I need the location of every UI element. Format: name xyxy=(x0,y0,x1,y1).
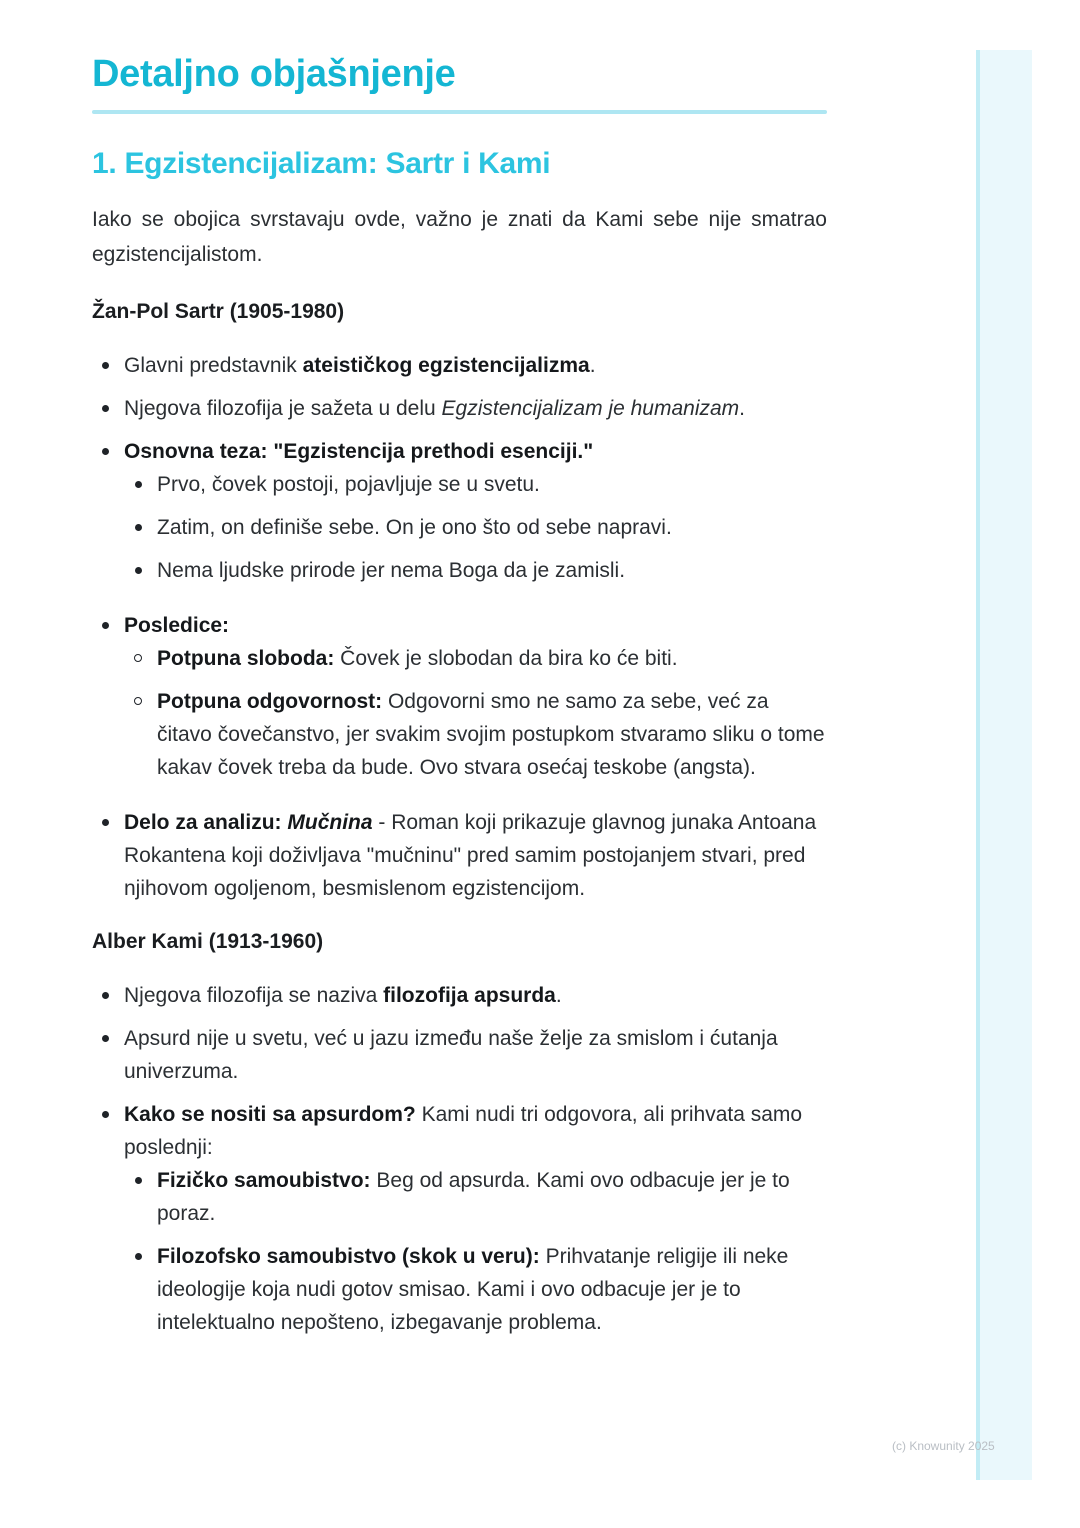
list-item: Njegova filozofija se naziva filozofija apsurda. xyxy=(92,979,827,1012)
section-heading: 1. Egzistencijalizam: Sartr i Kami xyxy=(92,147,551,180)
list-item: Potpuna odgovornost: Odgovorni smo ne samo za sebe, već za čitavo čovečanstvo, jer svakim svojim postupkom stvaramo sliku o tome kakav čovek treba da bude. Ovo stvara osećaj teskobe (angsta). xyxy=(124,685,827,784)
list-item: Posledice: Potpuna sloboda: Čovek je slobodan da bira ko će biti. Potpuna odgovornost: Odgovorni smo ne samo za sebe, već za čitavo čovečanstvo, jer svakim svojim postupkom stvaramo sliku o tome kakav čovek treba da bude. Ovo stvara osećaj teskobe (angsta). xyxy=(92,609,827,784)
copyright-footer: (c) Knowunity 2025 xyxy=(892,1439,995,1453)
sartr-heading: Žan-Pol Sartr (1905-1980) xyxy=(92,300,345,323)
list-item: Delo za analizu: Mučnina - Roman koji prikazuje glavnog junaka Antoana Rokantena koji doživljava "mučninu" pred samim postojanjem stvari, pred njihovom ogoljenom, besmislenom egzistencijom. xyxy=(92,806,827,905)
list-item: Filozofsko samoubistvo (skok u veru): Prihvatanje religije ili neke ideologije koja nudi gotov smisao. Kami i ovo odbacuje jer je to intelektualno nepošteno, izbegavanje problema. xyxy=(124,1240,827,1339)
sublist xyxy=(124,642,827,784)
list-item: Njegova filozofija je sažeta u delu Egzistencijalizam je humanizam. xyxy=(92,392,827,425)
kami-list xyxy=(92,979,827,1339)
document-body xyxy=(92,48,827,1339)
list-item: Nema ljudske prirode jer nema Boga da je zamisli. xyxy=(124,554,827,587)
sublist xyxy=(124,1164,827,1339)
title-underline xyxy=(92,110,827,114)
list-item: Fizičko samoubistvo: Beg od apsurda. Kami ovo odbacuje jer je to poraz. xyxy=(124,1164,827,1230)
page-title: Detaljno objašnjenje xyxy=(92,53,456,95)
list-item: Prvo, čovek postoji, pojavljuje se u svetu. xyxy=(124,468,827,501)
list-item: Zatim, on definiše sebe. On je ono što od sebe napravi. xyxy=(124,511,827,544)
list-item: Osnovna teza: "Egzistencija prethodi esenciji." Prvo, čovek postoji, pojavljuje se u svetu. Zatim, on definiše sebe. On je ono što od sebe napravi. Nema ljudske prirode jer nema Boga da je zamisli. xyxy=(92,435,827,587)
list-item: Potpuna sloboda: Čovek je slobodan da bira ko će biti. xyxy=(124,642,827,675)
list-item: Kako se nositi sa apsurdom? Kami nudi tri odgovora, ali prihvata samo poslednji: Fizičko samoubistvo: Beg od apsurda. Kami ovo odbacuje jer je to poraz. Filozofsko samoubistvo (skok u veru): Prihvatanje religije ili neke ideologije koja nudi gotov smisao. Kami i ovo odbacuje jer je to intelektualno nepošteno, izbegavanje problema. xyxy=(92,1098,827,1339)
list-item: Apsurd nije u svetu, već u jazu između naše želje za smislom i ćutanja univerzuma. xyxy=(92,1022,827,1088)
section-intro: Iako se obojica svrstavaju ovde, važno je znati da Kami sebe nije smatrao egzistencijalistom. xyxy=(92,208,827,266)
sartr-list xyxy=(92,349,827,905)
sublist xyxy=(124,468,827,587)
list-item: Glavni predstavnik ateističkog egzistencijalizma. xyxy=(92,349,827,382)
kami-heading: Alber Kami (1913-1960) xyxy=(92,930,324,953)
side-decoration-strip xyxy=(976,50,1032,1480)
